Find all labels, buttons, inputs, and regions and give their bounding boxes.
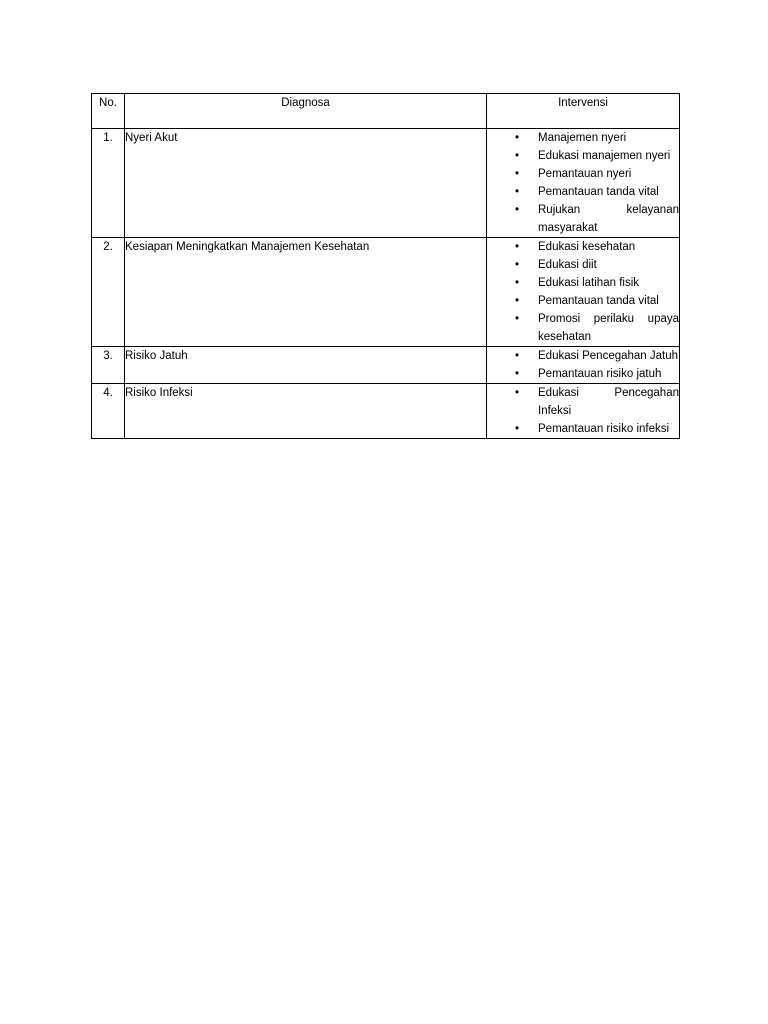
- bullet-icon: •: [514, 168, 520, 180]
- table-row: [92, 129, 680, 238]
- intervention-list: [487, 238, 679, 346]
- intervention-text: Pemantauan tanda vital: [538, 186, 659, 198]
- table-row: [92, 384, 680, 439]
- bullet-icon: •: [514, 150, 520, 162]
- intervention-text: Edukasi Pencegahan Jatuh: [538, 350, 679, 362]
- row-number: 4.: [92, 384, 125, 439]
- intervention-cell: [487, 347, 680, 384]
- intervention-list: [487, 129, 679, 237]
- intervention-item: [487, 238, 679, 256]
- intervention-item: [487, 420, 679, 438]
- intervention-item: [487, 310, 679, 346]
- diagnosis-cell: Risiko Infeksi: [125, 384, 487, 439]
- bullet-icon: •: [514, 241, 520, 253]
- bullet-icon: •: [514, 387, 520, 399]
- intervention-text: Edukasi Pencegahan Infeksi: [538, 387, 679, 417]
- intervention-text: Manajemen nyeri: [538, 132, 627, 144]
- bullet-icon: •: [514, 277, 520, 289]
- diagnosis-cell: Nyeri Akut: [125, 129, 487, 238]
- intervention-item: [487, 183, 679, 201]
- intervention-item: [487, 147, 679, 165]
- diagnosis-cell: Kesiapan Meningkatkan Manajemen Kesehatan: [125, 238, 487, 347]
- bullet-icon: •: [514, 313, 520, 325]
- intervention-item: [487, 201, 679, 237]
- intervention-text: Pemantauan nyeri: [538, 168, 632, 180]
- bullet-icon: •: [514, 350, 520, 362]
- intervention-text: Edukasi latihan fisik: [538, 277, 639, 289]
- bullet-icon: •: [514, 204, 520, 216]
- table-header: [92, 94, 680, 129]
- header-intervensi: Intervensi: [487, 94, 680, 129]
- header-row: [92, 94, 680, 129]
- header-no: No.: [92, 94, 125, 129]
- row-number: 3.: [92, 347, 125, 384]
- intervention-item: [487, 384, 679, 420]
- intervention-text: Edukasi diit: [538, 259, 597, 271]
- intervention-text: Promosi perilaku upaya kesehatan: [538, 313, 679, 343]
- intervention-text: Pemantauan tanda vital: [538, 295, 659, 307]
- intervention-list: [487, 384, 679, 438]
- intervention-item: [487, 365, 679, 383]
- bullet-icon: •: [514, 295, 520, 307]
- intervention-item: [487, 347, 679, 365]
- intervention-text: Pemantauan risiko infeksi: [538, 423, 670, 435]
- row-number: 2.: [92, 238, 125, 347]
- table-row: [92, 238, 680, 347]
- intervention-text: Pemantauan risiko jatuh: [538, 368, 662, 380]
- intervention-text: Edukasi manajemen nyeri: [538, 150, 671, 162]
- intervention-text: Edukasi kesehatan: [538, 241, 636, 253]
- bullet-icon: •: [514, 259, 520, 271]
- diagnosis-intervention-table: [91, 93, 680, 439]
- intervention-item: [487, 256, 679, 274]
- intervention-item: [487, 165, 679, 183]
- header-diagnosa: Diagnosa: [125, 94, 487, 129]
- intervention-cell: [487, 384, 680, 439]
- diagnosis-cell: Risiko Jatuh: [125, 347, 487, 384]
- bullet-icon: •: [514, 132, 520, 144]
- row-number: 1.: [92, 129, 125, 238]
- bullet-icon: •: [514, 186, 520, 198]
- intervention-list: [487, 347, 679, 383]
- intervention-item: [487, 292, 679, 310]
- table-row: [92, 347, 680, 384]
- intervention-item: [487, 274, 679, 292]
- intervention-cell: [487, 238, 680, 347]
- bullet-icon: •: [514, 368, 520, 380]
- table-body: [92, 129, 680, 439]
- bullet-icon: •: [514, 423, 520, 435]
- intervention-cell: [487, 129, 680, 238]
- intervention-text: Rujukan kelayanan masyarakat: [538, 204, 679, 234]
- intervention-item: [487, 129, 679, 147]
